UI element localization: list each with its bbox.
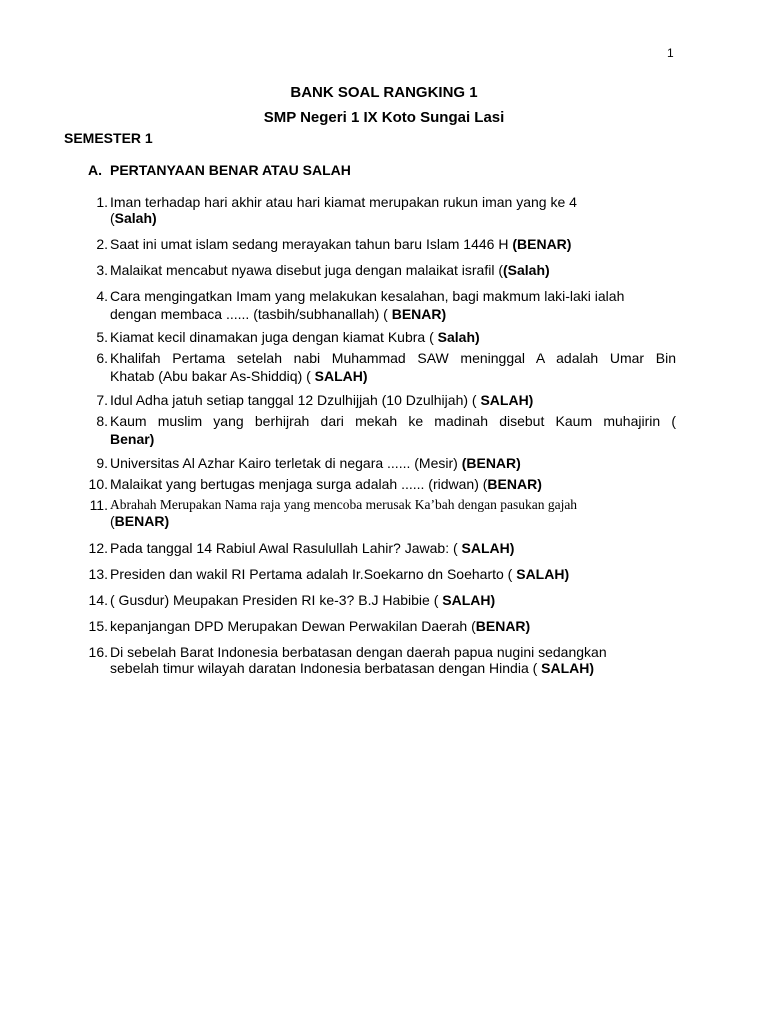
question-text: Malaikat yang bertugas menjaga surga adalah ...... (ridwan) ( <box>110 476 488 492</box>
question-text: Pada tanggal 14 Rabiul Awal Rasulullah Lahir? Jawab: ( <box>110 540 462 556</box>
question-text: Khalifah Pertama setelah nabi Muhammad SAW meninggal A adalah Umar Bin <box>110 350 676 366</box>
question-text: Kiamat kecil dinamakan juga dengan kiamat Kubra ( <box>110 329 438 345</box>
question-item <box>84 540 676 556</box>
question-text: Saat ini umat islam sedang merayakan tahun baru Islam 1446 H <box>110 236 513 252</box>
question-number: 9. <box>96 455 108 471</box>
document-title: BANK SOAL RANGKING 1 <box>290 84 478 101</box>
answer-label: SALAH) <box>516 566 570 582</box>
question-item <box>84 497 676 529</box>
question-number: 2. <box>96 236 108 252</box>
answer-label: BENAR) <box>114 513 170 529</box>
question-number: 1. <box>96 194 108 210</box>
question-text: Abrahah Merupakan Nama raja yang mencoba merusak Ka’bah dengan pasukan gajah <box>110 497 578 512</box>
question-number: 7. <box>96 392 108 408</box>
question-item <box>84 194 676 226</box>
question-text-cont: ( <box>110 210 115 226</box>
question-number: 11. <box>89 497 108 513</box>
question-number: 6. <box>96 350 108 366</box>
question-text: Cara mengingatkan Imam yang melakukan kesalahan, bagi makmum laki-laki ialah <box>110 288 625 304</box>
question-text-cont: sebelah timur wilayah daratan Indonesia berbatasan dengan Hindia ( <box>110 660 542 676</box>
question-text: Idul Adha jatuh setiap tanggal 12 Dzulhijjah (10 Dzulhijah) ( <box>110 392 481 408</box>
question-item <box>84 455 676 471</box>
question-item <box>84 476 676 492</box>
question-number: 14. <box>88 592 108 608</box>
question-number: 16. <box>88 644 108 660</box>
answer-label: BENAR) <box>475 618 531 634</box>
question-item <box>84 288 676 322</box>
answer-label: SALAH) <box>480 392 534 408</box>
page-number: 1 <box>667 46 674 60</box>
question-item <box>84 566 676 582</box>
question-number: 8. <box>96 413 108 429</box>
answer-label: Salah) <box>437 329 480 345</box>
question-number: 13. <box>88 566 108 582</box>
answer-label: SALAH) <box>541 660 595 676</box>
question-text: Kaum muslim yang berhijrah dari mekah ke madinah disebut Kaum muhajirin ( <box>110 413 676 429</box>
question-text: Di sebelah Barat Indonesia berbatasan dengan daerah papua nugini sedangkan <box>110 644 607 660</box>
question-item <box>84 350 676 384</box>
answer-label: Salah) <box>114 210 157 226</box>
question-text: Presiden dan wakil RI Pertama adalah Ir.Soekarno dn Soeharto ( <box>110 566 517 582</box>
answer-label: (Salah) <box>503 262 550 278</box>
document-subtitle: SMP Negeri 1 IX Koto Sungai Lasi <box>263 109 505 126</box>
answer-label: BENAR) <box>391 306 447 322</box>
question-text: Universitas Al Azhar Kairo terletak di negara ...... (Mesir) <box>110 455 462 471</box>
question-number: 12. <box>88 540 108 556</box>
section-heading <box>88 162 351 178</box>
semester-heading: SEMESTER 1 <box>64 130 153 146</box>
question-text-cont: Khatab (Abu bakar As-Shiddiq) ( <box>110 368 315 384</box>
answer-label: (BENAR) <box>512 236 572 252</box>
question-number: 10. <box>88 476 108 492</box>
answer-label: Benar) <box>110 431 155 447</box>
answer-label: SALAH) <box>442 592 496 608</box>
question-item <box>84 236 676 252</box>
question-text: ( Gusdur) Meupakan Presiden RI ke-3? B.J Habibie ( <box>110 592 443 608</box>
question-item <box>84 618 676 634</box>
question-item <box>84 262 676 278</box>
question-number: 3. <box>96 262 108 278</box>
question-number: 5. <box>96 329 108 345</box>
question-text-cont: dengan membaca ...... (tasbih/subhanallah) ( <box>110 306 392 322</box>
question-item <box>84 413 676 447</box>
answer-label: SALAH) <box>461 540 515 556</box>
question-item <box>84 644 676 676</box>
question-text: Iman terhadap hari akhir atau hari kiamat merupakan rukun iman yang ke 4 <box>110 194 577 210</box>
answer-label: BENAR) <box>487 476 542 492</box>
answer-label: (BENAR) <box>461 455 521 471</box>
question-text: kepanjangan DPD Merupakan Dewan Perwakilan Daerah ( <box>110 618 476 634</box>
question-item <box>84 392 676 408</box>
section-marker: A. <box>88 162 102 178</box>
question-text-cont: ( <box>110 513 115 529</box>
question-text: Malaikat mencabut nyawa disebut juga dengan malaikat israfil ( <box>110 262 503 278</box>
question-item <box>84 592 676 608</box>
question-item <box>84 329 676 345</box>
question-number: 4. <box>96 288 108 304</box>
answer-label: SALAH) <box>314 368 368 384</box>
section-label: PERTANYAAN BENAR ATAU SALAH <box>110 162 351 178</box>
question-number: 15. <box>88 618 108 634</box>
